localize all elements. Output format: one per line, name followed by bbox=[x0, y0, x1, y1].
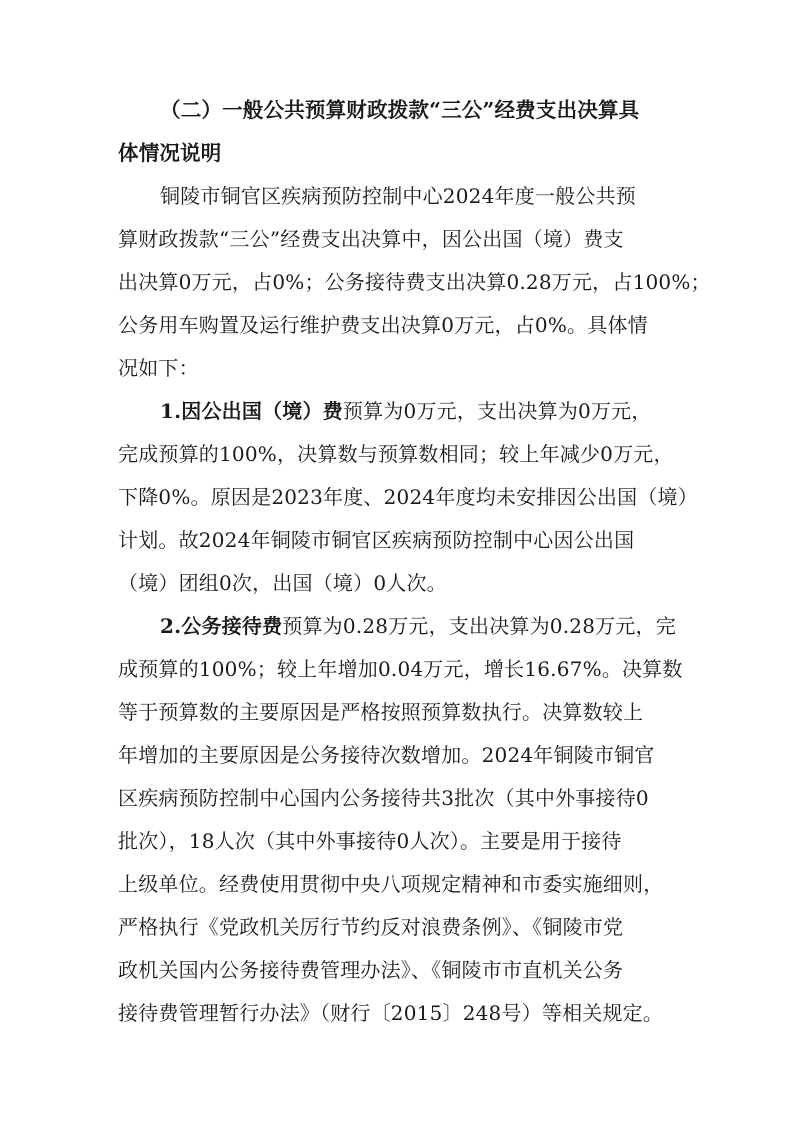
summary-line-1: 铜陵市铜官区疾病预防控制中心2024年度一般公共预 bbox=[160, 184, 636, 208]
section1-line-1-text: 预算为0万元，支出决算为0万元， bbox=[342, 399, 652, 423]
section2-line-10: 接待费管理暂行办法》（财行〔2015〕248号）等相关规定。 bbox=[118, 1001, 664, 1025]
summary-line-3: 出决算0万元，占0%；公务接待费支出决算0.28万元，占100%； bbox=[118, 270, 711, 294]
section2-line-9: 政机关国内公务接待费管理办法》、《铜陵市市直机关公务 bbox=[118, 958, 624, 982]
section1-line-2: 完成预算的100%，决算数与预算数相同；较上年减少0万元， bbox=[118, 442, 674, 466]
section1-line-1 bbox=[160, 399, 652, 423]
section1-line-5: （境）团组0次，出国（境）0人次。 bbox=[118, 571, 447, 595]
section-heading-line-1: （二）一般公共预算财政拨款“三公”经费支出决算具 bbox=[160, 98, 640, 122]
summary-line-4: 公务用车购置及运行维护费支出决算0万元，占0%。具体情 bbox=[118, 313, 648, 337]
summary-line-5: 况如下： bbox=[118, 356, 199, 380]
summary-line-2: 算财政拨款“三公”经费支出决算中，因公出国（境）费支 bbox=[118, 227, 624, 251]
section2-line-8: 严格执行《党政机关厉行节约反对浪费条例》、《铜陵市党 bbox=[118, 915, 624, 939]
section1-label: 1.因公出国（境）费 bbox=[160, 399, 343, 423]
section1-line-4: 计划。故2024年铜陵市铜官区疾病预防控制中心因公出国 bbox=[118, 528, 635, 552]
section-heading-line-2: 体情况说明 bbox=[118, 141, 222, 165]
section2-line-5: 区疾病预防控制中心国内公务接待共3批次（其中外事接待0 bbox=[118, 786, 649, 810]
section2-line-6: 批次），18人次（其中外事接待0人次）。主要是用于接待 bbox=[118, 829, 622, 853]
section2-line-2: 成预算的100%；较上年增加0.04万元，增长16.67%。决算数 bbox=[118, 657, 683, 681]
section2-line-4: 年增加的主要原因是公务接待次数增加。2024年铜陵市铜官 bbox=[118, 743, 655, 767]
section2-line-1-text: 预算为0.28万元，支出决算为0.28万元，完 bbox=[282, 614, 676, 638]
section2-line-1 bbox=[160, 614, 676, 638]
section2-label: 2.公务接待费 bbox=[160, 614, 283, 638]
section2-line-7: 上级单位。经费使用贯彻中央八项规定精神和市委实施细则， bbox=[118, 872, 664, 896]
section2-line-3: 等于预算数的主要原因是严格按照预算数执行。决算数较上 bbox=[118, 700, 644, 724]
section1-line-3: 下降0%。原因是2023年度、2024年度均未安排因公出国（境） bbox=[118, 485, 698, 509]
